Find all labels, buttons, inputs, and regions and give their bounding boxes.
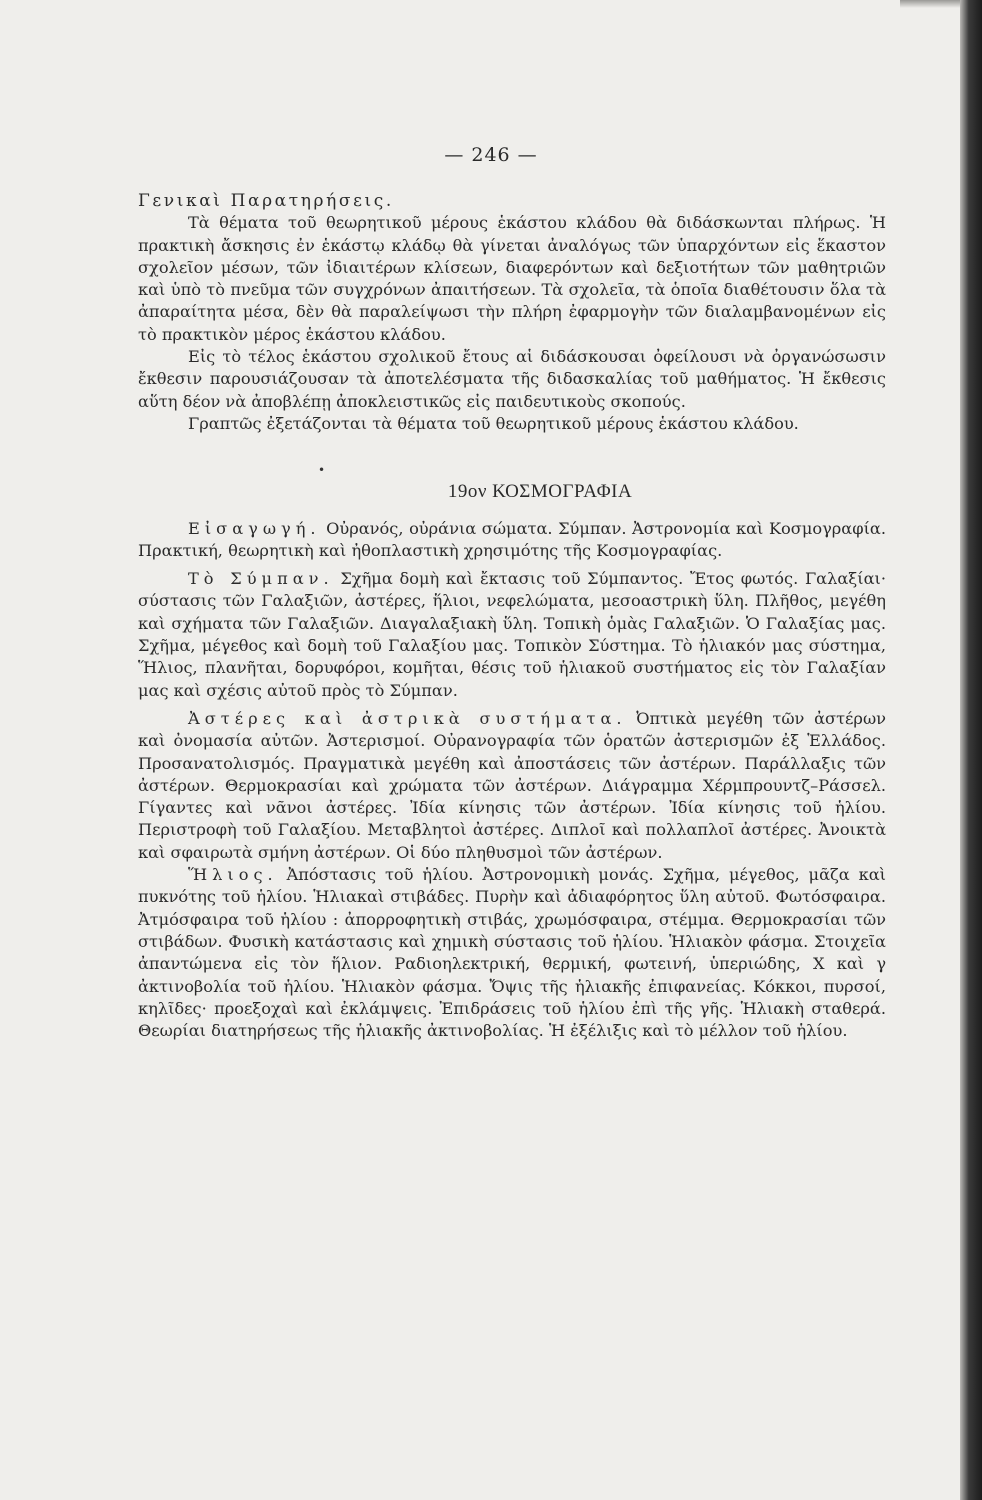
- section-lead: Ἥλιος.: [188, 865, 278, 885]
- general-paragraph-3: Γραπτῶς ἐξετάζονται τὰ θέματα τοῦ θεωρητικοῦ μέρους ἑκάστου κλάδου.: [188, 413, 799, 433]
- general-paragraph-2: Εἰς τὸ τέλος ἑκάστου σχολικοῦ ἔτους αἱ διδάσκουσαι ὀφείλουσι νὰ ὀργανώσωσιν ἔκθεσιν παρουσιάζουσαν τὰ ἀποτελέσματα τῆς διδασκαλίας τοῦ μαθήματος. Ἡ ἔκθεσις αὕτη δέον νὰ ἀποβλέπῃ ἀποκλειστικῶς εἰς παιδευτικοὺς σκοπούς.: [138, 347, 886, 411]
- section-lead: Ἀστέρες καὶ ἀστρικὰ συστήματα.: [188, 708, 627, 728]
- bullet-mark: •: [318, 463, 326, 478]
- section-text: Σχῆμα δομὴ καὶ ἔκτασις τοῦ Σύμπαντος. Ἔτος φωτός. Γαλαξίαι· σύστασις τῶν Γαλαξιῶν, ἀστέρες, ἥλιοι, νεφελώματα, μεσοαστρικὴ ὕλη. Πλῆθος, μεγέθη καὶ σχήματα τῶν Γαλαξιῶν. Διαγαλαξιακὴ ὕλη. Τοπικὴ ὁμὰς Γαλαξιῶν. Ὁ Γαλαξίας μας. Σχῆμα, μέγεθος καὶ δομὴ τοῦ Γαλαξίου μας. Τοπικὸν Σύστημα. Τὸ ἡλιακόν μας σύστημα, Ἥλιος, πλανῆται, δορυφόροι, κομῆται, θέσις τοῦ ἡλιακοῦ συστήματος εἰς τὸν Γαλαξίαν μας καὶ σχέσις αὐτοῦ πρὸς τὸ Σύμπαν.: [138, 569, 886, 700]
- section-text: Ἀπόστασις τοῦ ἡλίου. Ἀστρονομικὴ μονάς. Σχῆμα, μέγεθος, μᾶζα καὶ πυκνότης τοῦ ἡλίου. Ἡλιακαὶ στιβάδες. Πυρὴν καὶ ἀδιαφόρητος ὕλη αὐτοῦ. Φωτόσφαιρα. Ἀτμόσφαιρα τοῦ ἡλίου : ἀπορροφητικὴ στιβάς, χρωμόσφαιρα, στέμμα. Θερμοκρασίαι τῶν στιβάδων. Φυσικὴ κατάστασις καὶ χημικὴ σύστασις τοῦ ἡλίου. Ἡλιακὸν φάσμα. Στοιχεῖα ἀπαντώμενα εἰς τὸν ἥλιον. Ραδιοηλεκτρική, θερμική, φωτεινή, ὑπεριώδης, Χ καὶ γ ἀκτινοβολία τοῦ ἡλίου. Ἡλιακὸν φάσμα. Ὄψις τῆς ἡλιακῆς ἐπιφανείας. Κόκκοι, πυρσοί, κηλῖδες· προεξοχαὶ καὶ ἐκλάμψεις. Ἐπιδράσεις τοῦ ἡλίου ἐπὶ τῆς γῆς. Ἡλιακὴ σταθερά. Θεωρίαι διατηρήσεως τῆς ἡλιακῆς ἀκτινοβολίας. Ἡ ἐξέλιξις καὶ τὸ μέλλον τοῦ ἡλίου.: [138, 865, 886, 1041]
- section-stars: [138, 708, 886, 864]
- section-lead: Εἰσαγωγή.: [188, 518, 321, 538]
- section-universe: [138, 568, 886, 702]
- chapter-title: 19ον ΚΟΣΜΟΓΡΑΦΙΑ: [447, 481, 633, 503]
- general-remarks-heading: Γενικαὶ Παρατηρήσεις.: [138, 191, 394, 211]
- section-text: Οὐρανός, οὐράνια σώματα. Σύμπαν. Ἀστρονομία καὶ Κοσμογραφία. Πρακτική, θεωρητικὴ καὶ ἠθοπλαστικὴ χρησιμότης τῆς Κοσμογραφίας.: [138, 518, 886, 560]
- general-paragraph-1: Τὰ θέματα τοῦ θεωρητικοῦ μέρους ἑκάστου κλάδου θὰ διδάσκωνται πλήρως. Ἡ πρακτικὴ ἄσκησις ἐν ἑκάστῳ κλάδῳ θὰ γίνεται ἀναλόγως τῶν ὑπαρχόντων εἰς ἕκαστον σχολεῖον μέσων, τῶν ἰδιαιτέρων κλίσεων, διαφερόντων καὶ δεξιοτήτων τῶν μαθητριῶν καὶ ὑπὸ τὸ πνεῦμα τῶν συγχρόνων ἀπαιτήσεων. Τὰ σχολεῖα, τὰ ὁποῖα διαθέτουσιν ὅλα τὰ ἀπαραίτητα μέσα, δὲν θὰ παραλείψωσι τὴν πλήρη ἐφαρμογὴν τῶν διαλαμβανομένων εἰς τὸ πρακτικὸν μέρος ἑκάστου κλάδου.: [138, 213, 886, 344]
- page-corner-shadow: [900, 0, 960, 8]
- page-binding-edge: [960, 0, 982, 1500]
- section-sun: [138, 864, 886, 1042]
- page-number: — 246 —: [444, 144, 538, 166]
- page-body: [138, 190, 886, 1042]
- section-introduction: [138, 518, 886, 563]
- section-text: Ὀπτικὰ μεγέθη τῶν ἀστέρων καὶ ὀνομασία αὐτῶν. Ἀστερισμοί. Οὐρανογραφία τῶν ὁρατῶν ἀστερισμῶν ἐξ Ἑλλάδος. Προσανατολισμός. Πραγματικὰ μεγέθη καὶ ἀποστάσεις τῶν ἀστέρων. Παράλλαξις τῶν ἀστέρων. Θερμοκρασίαι καὶ χρώματα τῶν ἀστέρων. Διάγραμμα Χέρμπρουντζ–Ράσσελ. Γίγαντες καὶ νᾶνοι ἀστέρες. Ἰδία κίνησις τῶν ἀστέρων. Ἰδία κίνησις τοῦ ἡλίου. Περιστροφὴ τοῦ Γαλαξίου. Μεταβλητοὶ ἀστέρες. Διπλοῖ καὶ πολλαπλοῖ ἀστέρες. Ἀνοικτὰ καὶ σφαιρωτὰ σμήνη ἀστέρων. Οἱ δύο πληθυσμοὶ τῶν ἀστέρων.: [138, 708, 886, 862]
- section-lead: Τὸ Σύμπαν.: [188, 569, 334, 589]
- chapter-header: [138, 463, 886, 503]
